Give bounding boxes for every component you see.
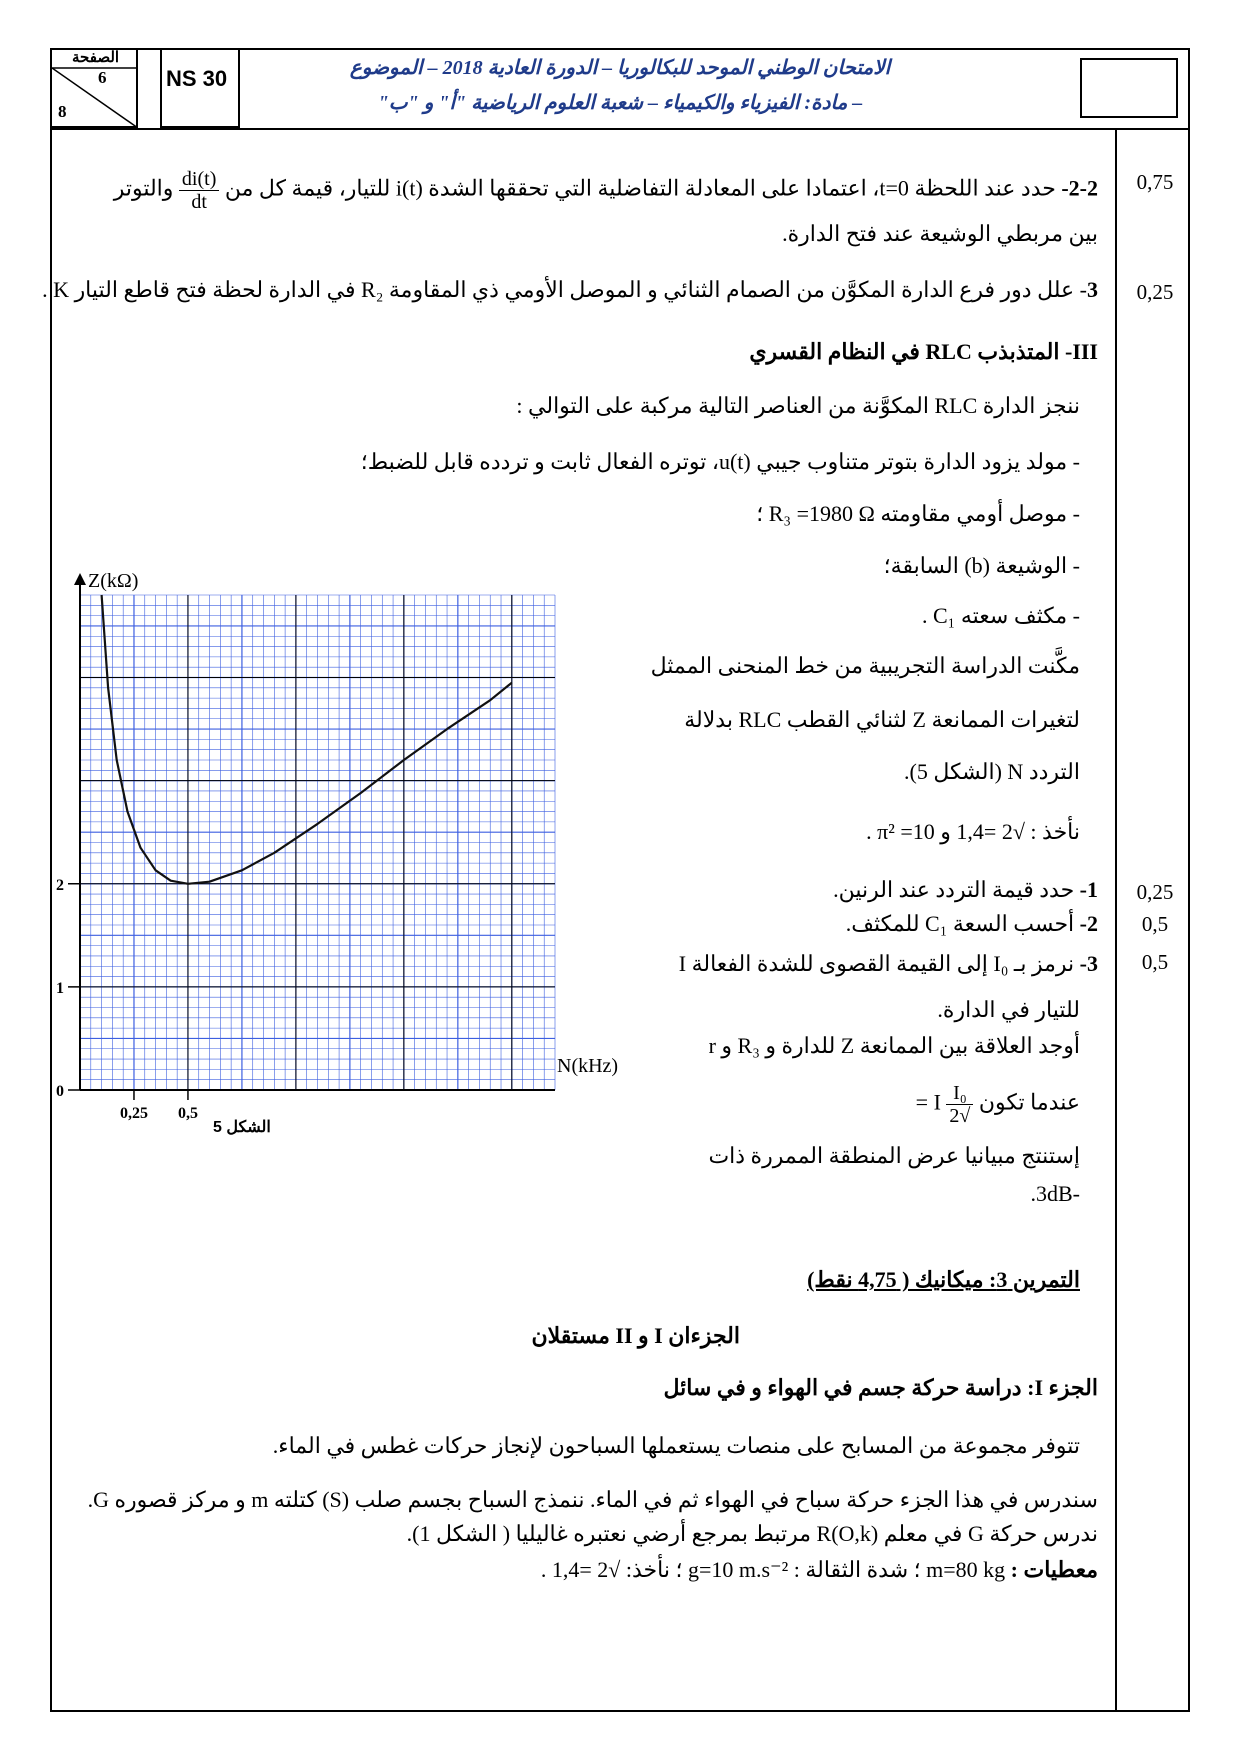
y-tick-label: 2	[56, 876, 64, 894]
component-item: - مولد يزود الدارة بتوتر متناوب جيبي u(t)، توتره الفعال ثابت و تردده قابل للضبط؛	[360, 449, 1080, 474]
description-line: التردد N (الشكل 5).	[904, 759, 1080, 784]
y-tick-label: 0	[56, 1083, 64, 1100]
header-divider	[50, 128, 1190, 130]
section-iii-intro: ننجز الدارة RLC المكوَّنة من العناصر التالية مركبة على التوالي :	[516, 393, 1080, 418]
q22-after: والتوتر	[113, 175, 174, 201]
iii-question-2: 2- أحسب السعة C₁ للمكثف.	[845, 911, 1098, 936]
points-iii-q1: 0,25	[1136, 880, 1174, 904]
exercise3-subtitle: الجزءان I و II مستقلان	[531, 1323, 740, 1348]
part1-paragraph1: تتوفر مجموعة من المسابح على منصات يستعملها السباحون لإنجاز حركات غطس في الماء.	[272, 1433, 1080, 1458]
iii-q3-line6: -3dB.	[1030, 1181, 1080, 1206]
x-tick-label: 0,5	[177, 1105, 198, 1122]
iii-question-3: 3- نرمز بـ I₀ إلى القيمة القصوى للشدة الفعالة I	[678, 951, 1098, 976]
part1-paragraph2: سندرس في هذا الجزء حركة سباح في الهواء ثم في الماء. ننمذج السباح بجسم صلب (S) كتلته m و مركز قصوره G.	[87, 1487, 1098, 1512]
y-axis-label: Z(kΩ)	[88, 570, 139, 592]
header-title-line1: الامتحان الوطني الموحد للبكالوريا – الدورة العادية 2018 – الموضوع	[349, 57, 891, 79]
x-tick-label: 0,25	[119, 1105, 148, 1122]
given-values: نأخذ : √2 =1,4 و π² =10 .	[866, 819, 1080, 844]
header-title-line2: – مادة: الفيزياء والكيمياء – شعبة العلوم الرياضية "أ" و "ب"	[377, 92, 863, 114]
y-axis-arrow	[74, 573, 86, 585]
header-right-box	[1080, 58, 1178, 118]
iii-q3-line3: أوجد العلاقة بين الممانعة Z للدارة و R₃ و r	[708, 1033, 1080, 1058]
component-item: - موصل أومي مقاومته R₃ =1980 Ω ؛	[756, 501, 1080, 526]
question-2-2	[114, 168, 1098, 213]
description-line: لتغيرات الممانعة Z لثنائي القطب RLC بدلالة	[684, 707, 1080, 732]
component-item: - مكثف سعته C₁ .	[922, 603, 1080, 628]
points-column-divider	[1115, 128, 1117, 1712]
page-total: 8	[58, 102, 67, 121]
points-q22: 0,75	[1136, 170, 1174, 194]
question-3: 3- علل دور فرع الدارة المكوَّن من الصمام الثنائي و الموصل الأومي ذي المقاومة R₂ في الدارة لحظة فتح قاطع التيار K .	[42, 277, 1098, 302]
iii-q3-line5: إستنتج مبيانيا عرض المنطقة الممررة ذات	[708, 1143, 1080, 1168]
description-line: مكَّنت الدراسة التجريبية من خط المنحنى الممثل	[650, 653, 1080, 678]
impedance-chart	[50, 560, 690, 1200]
q22-number: 2-2-	[1061, 175, 1098, 201]
part1-title: الجزء I: دراسة حركة جسم في الهواء و في سائل	[663, 1375, 1098, 1400]
exam-code: NS 30	[166, 66, 228, 91]
page-number-box	[50, 48, 138, 128]
part1-paragraph3: ندرس حركة G في معلم R(O,k) مرتبط بمرجع أرضي نعتبره غاليليا ( الشكل 1).	[406, 1521, 1098, 1546]
page-label: الصفحة	[72, 50, 120, 66]
exercise3-title: التمرين 3: ميكانيك ( 4,75 نقط)	[807, 1267, 1080, 1292]
y-tick-label: 1	[56, 979, 64, 997]
points-iii-q2: 0,5	[1141, 912, 1169, 936]
iii-q3-line4: عندما تكون $\frac{\text{I₀}}{√2}$ I =	[915, 1082, 1080, 1127]
iii-question-1: 1- حدد قيمة التردد عند الرنين.	[833, 877, 1098, 902]
section-iii-title: III- المتذبذب RLC في النظام القسري	[749, 339, 1098, 364]
points-iii-q3: 0,5	[1141, 950, 1169, 974]
q22-text: حدد عند اللحظة t=0، اعتمادا على المعادلة التفاضلية التي تحققها الشدة i(t) للتيار، قيمة كل من	[224, 175, 1056, 201]
q22-line2: بين مربطي الوشيعة عند فتح الدارة.	[782, 221, 1098, 246]
x-axis-label: N(kHz)	[557, 1055, 619, 1077]
i-fraction: $\frac{\text{I₀}}{√2}$	[946, 1082, 973, 1127]
iii-q3-line2: للتيار في الدارة.	[937, 997, 1080, 1022]
part1-data: معطيات : m=80 kg ؛ شدة الثقالة : g=10 m.s⁻² ؛ نأخذ: √2 =1,4 .	[540, 1557, 1098, 1582]
chart-title: الشكل 5	[212, 1119, 271, 1136]
page-number: 6	[98, 68, 107, 87]
component-item: - الوشيعة (b) السابقة؛	[883, 553, 1080, 578]
q22-fraction: $\frac{di(t)}{dt}$	[179, 168, 219, 213]
points-q3: 0,25	[1136, 280, 1174, 304]
